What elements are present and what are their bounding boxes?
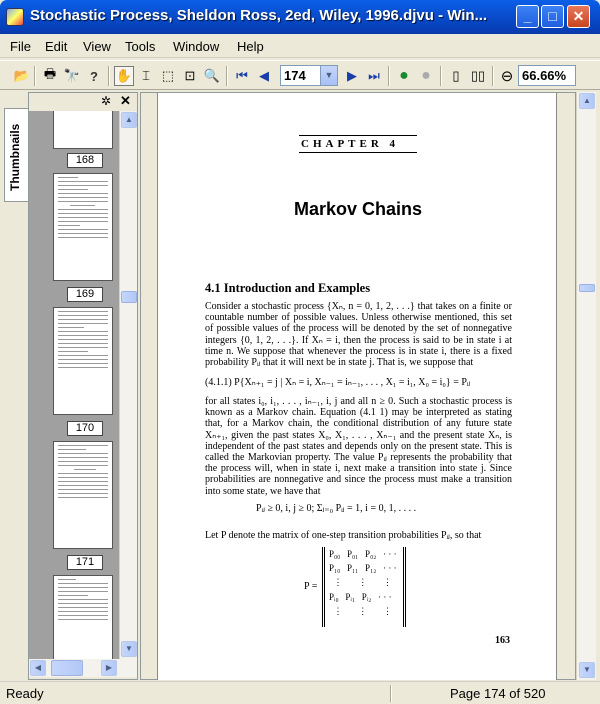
open-icon[interactable]: 📂: [13, 68, 31, 83]
transition-matrix: [322, 547, 406, 627]
help-icon[interactable]: ?: [90, 68, 98, 84]
menu-bar: [0, 34, 600, 58]
scroll-thumb[interactable]: [121, 291, 137, 303]
section-heading: 4.1 Introduction and Examples: [205, 281, 371, 295]
panel-header: [29, 93, 137, 111]
status-text: Ready: [6, 686, 44, 701]
thumbnail-page[interactable]: [53, 111, 113, 149]
zoom-out-icon[interactable]: ⊖: [500, 68, 514, 85]
select-area-icon[interactable]: ⬚: [161, 68, 175, 83]
chapter-title: Markov Chains: [293, 199, 423, 219]
thumbnail-label: 170: [67, 421, 103, 436]
page-number-input[interactable]: [281, 66, 317, 85]
menu-window[interactable]: Window: [173, 39, 220, 54]
magnifier-icon[interactable]: 🔍: [203, 68, 221, 83]
window-title: Stochastic Process, Sheldon Ross, 2ed, Wiley, 1996.djvu - Win...: [30, 7, 488, 24]
print-icon[interactable]: 🖶: [43, 66, 57, 81]
forward-icon[interactable]: ●: [421, 67, 431, 84]
last-page-icon[interactable]: ⏭: [368, 68, 380, 83]
thumbnails-panel: [28, 92, 138, 680]
scroll-thumb[interactable]: [579, 284, 595, 292]
first-page-icon[interactable]: ⏮: [236, 68, 248, 83]
matrix-row: ⋮ ⋮ ⋮: [329, 606, 392, 616]
page-number-combobox[interactable]: [280, 65, 338, 86]
equation: Pᵢⱼ ≥ 0, i, j ≥ 0; Σⱼ₌₀ Pᵢⱼ = 1, i = 0, 1, . . . .: [256, 503, 417, 514]
zoom-rect-icon[interactable]: ⊡: [184, 68, 196, 83]
document-page: [157, 93, 557, 680]
toolbar-separator: [34, 66, 36, 86]
previous-page-icon[interactable]: ◀: [259, 68, 269, 83]
chapter-rule: [299, 152, 417, 153]
chevron-down-icon[interactable]: ▼: [320, 66, 337, 85]
thumbnail-vertical-scrollbar[interactable]: [119, 111, 137, 659]
maximize-button[interactable]: □: [541, 5, 564, 28]
menu-edit[interactable]: Edit: [45, 39, 68, 54]
thumbnail-label: 168: [67, 153, 103, 168]
paragraph: for all states i₀, i₁, . . . , iₙ₋₁, i, j and all n ≥ 0. Such a stochastic process is known as a Markov chain. Equation (4.1 1) may be interpreted as stating that, for a Markov chain, the conditional distribution of any future state Xₙ₊₁, given the past states X₀, X₁, . . . , Xₙ₋₁ and the present state Xₙ, is independent of the past states and depends only on the present state. This is called the Markovian property. The value Pᵢⱼ represents the probability that the process will, when in state i, next make a transition into state j. Since probabilities are nonnegative and since the process must make a transition into some state, we have that: [205, 396, 512, 497]
thumbnail-label: 171: [67, 555, 103, 570]
paragraph: Let P denote the matrix of one-step transition probabilities Pᵢⱼ, so that: [205, 530, 482, 541]
equation: (4.1.1) P{Xₙ₊₁ = j | Xₙ = i, Xₙ₋₁ = iₙ₋₁, . . . , X₁ = i₁, X₀ = i₀} = Pᵢⱼ: [205, 377, 471, 388]
close-icon[interactable]: ✕: [120, 93, 131, 108]
matrix-row: P₀₀ P₀₁ P₀₂ · · ·: [329, 549, 397, 559]
toolbar-separator: [388, 66, 390, 86]
back-icon[interactable]: ●: [399, 67, 409, 84]
thumbnail-list: [29, 111, 119, 659]
menu-tools[interactable]: Tools: [125, 39, 156, 54]
matrix-label: P =: [304, 581, 318, 592]
scroll-thumb[interactable]: [51, 660, 83, 676]
page-number: 163: [495, 635, 510, 646]
scroll-up-icon[interactable]: ▲: [579, 93, 595, 109]
toolbar-separator: [492, 66, 494, 86]
scroll-down-icon[interactable]: ▼: [121, 641, 137, 657]
scroll-left-icon[interactable]: ◀: [30, 660, 46, 676]
chapter-rule: [299, 135, 417, 136]
toolbar-separator: [226, 66, 228, 86]
scroll-right-icon[interactable]: ▶: [101, 660, 117, 676]
page-count-status: Page 174 of 520: [450, 686, 546, 701]
find-icon[interactable]: 🔭: [63, 68, 81, 83]
matrix-row: ⋮ ⋮ ⋮: [329, 577, 392, 587]
tab-thumbnails[interactable]: [4, 108, 28, 202]
minimize-button[interactable]: _: [516, 5, 539, 28]
status-divider: [390, 685, 392, 702]
facing-pages-icon[interactable]: ▯▯: [470, 68, 486, 83]
single-page-icon[interactable]: ▯: [452, 68, 460, 83]
zoom-level-field[interactable]: 66.66%: [518, 65, 576, 86]
title-bar: [0, 0, 600, 34]
menu-file[interactable]: File: [10, 39, 31, 54]
tab-thumbnails-label: Thumbnails: [8, 123, 22, 191]
scroll-down-icon[interactable]: ▼: [579, 662, 595, 678]
menu-view[interactable]: View: [83, 39, 111, 54]
paragraph: Consider a stochastic process {Xₙ, n = 0, 1, 2, . . .} that takes on a finite or countable number of possible values. Unless otherwise mentioned, this set of possible values of the process will be denoted by the set of nonnegative integers {0, 1, 2, . . .}. If Xₙ = i, then the process is said to be in state i at time n. We suppose that whenever the process is in state i, there is a fixed probability Pᵢⱼ that it will next be in state j. That is, we suppose that: [205, 301, 512, 369]
thumbnail-page[interactable]: [53, 575, 113, 659]
app-icon: [6, 8, 24, 26]
document-vertical-scrollbar[interactable]: [576, 92, 596, 680]
status-bar: [0, 681, 600, 704]
scroll-up-icon[interactable]: ▲: [121, 112, 137, 128]
thumbnail-horizontal-scrollbar[interactable]: [29, 659, 137, 677]
toolbar-separator: [108, 66, 110, 86]
thumbnail-page[interactable]: [53, 441, 113, 549]
close-button[interactable]: ✕: [567, 5, 590, 28]
thumbnail-page[interactable]: [53, 173, 113, 281]
gear-icon[interactable]: ✲: [101, 94, 112, 108]
menu-help[interactable]: Help: [237, 39, 264, 54]
chapter-label: CHAPTER 4: [301, 138, 400, 150]
matrix-row: P₁₀ P₁₁ P₁₂ · · ·: [329, 563, 397, 573]
select-text-icon[interactable]: ⌶: [142, 68, 150, 83]
toolbar-separator: [440, 66, 442, 86]
matrix-row: Pᵢ₀ Pᵢ₁ Pᵢ₂ · · ·: [329, 592, 392, 602]
thumbnail-page[interactable]: [53, 307, 113, 415]
next-page-icon[interactable]: ▶: [347, 68, 357, 83]
thumbnail-label: 169: [67, 287, 103, 302]
hand-tool-icon[interactable]: ✋: [114, 66, 134, 86]
